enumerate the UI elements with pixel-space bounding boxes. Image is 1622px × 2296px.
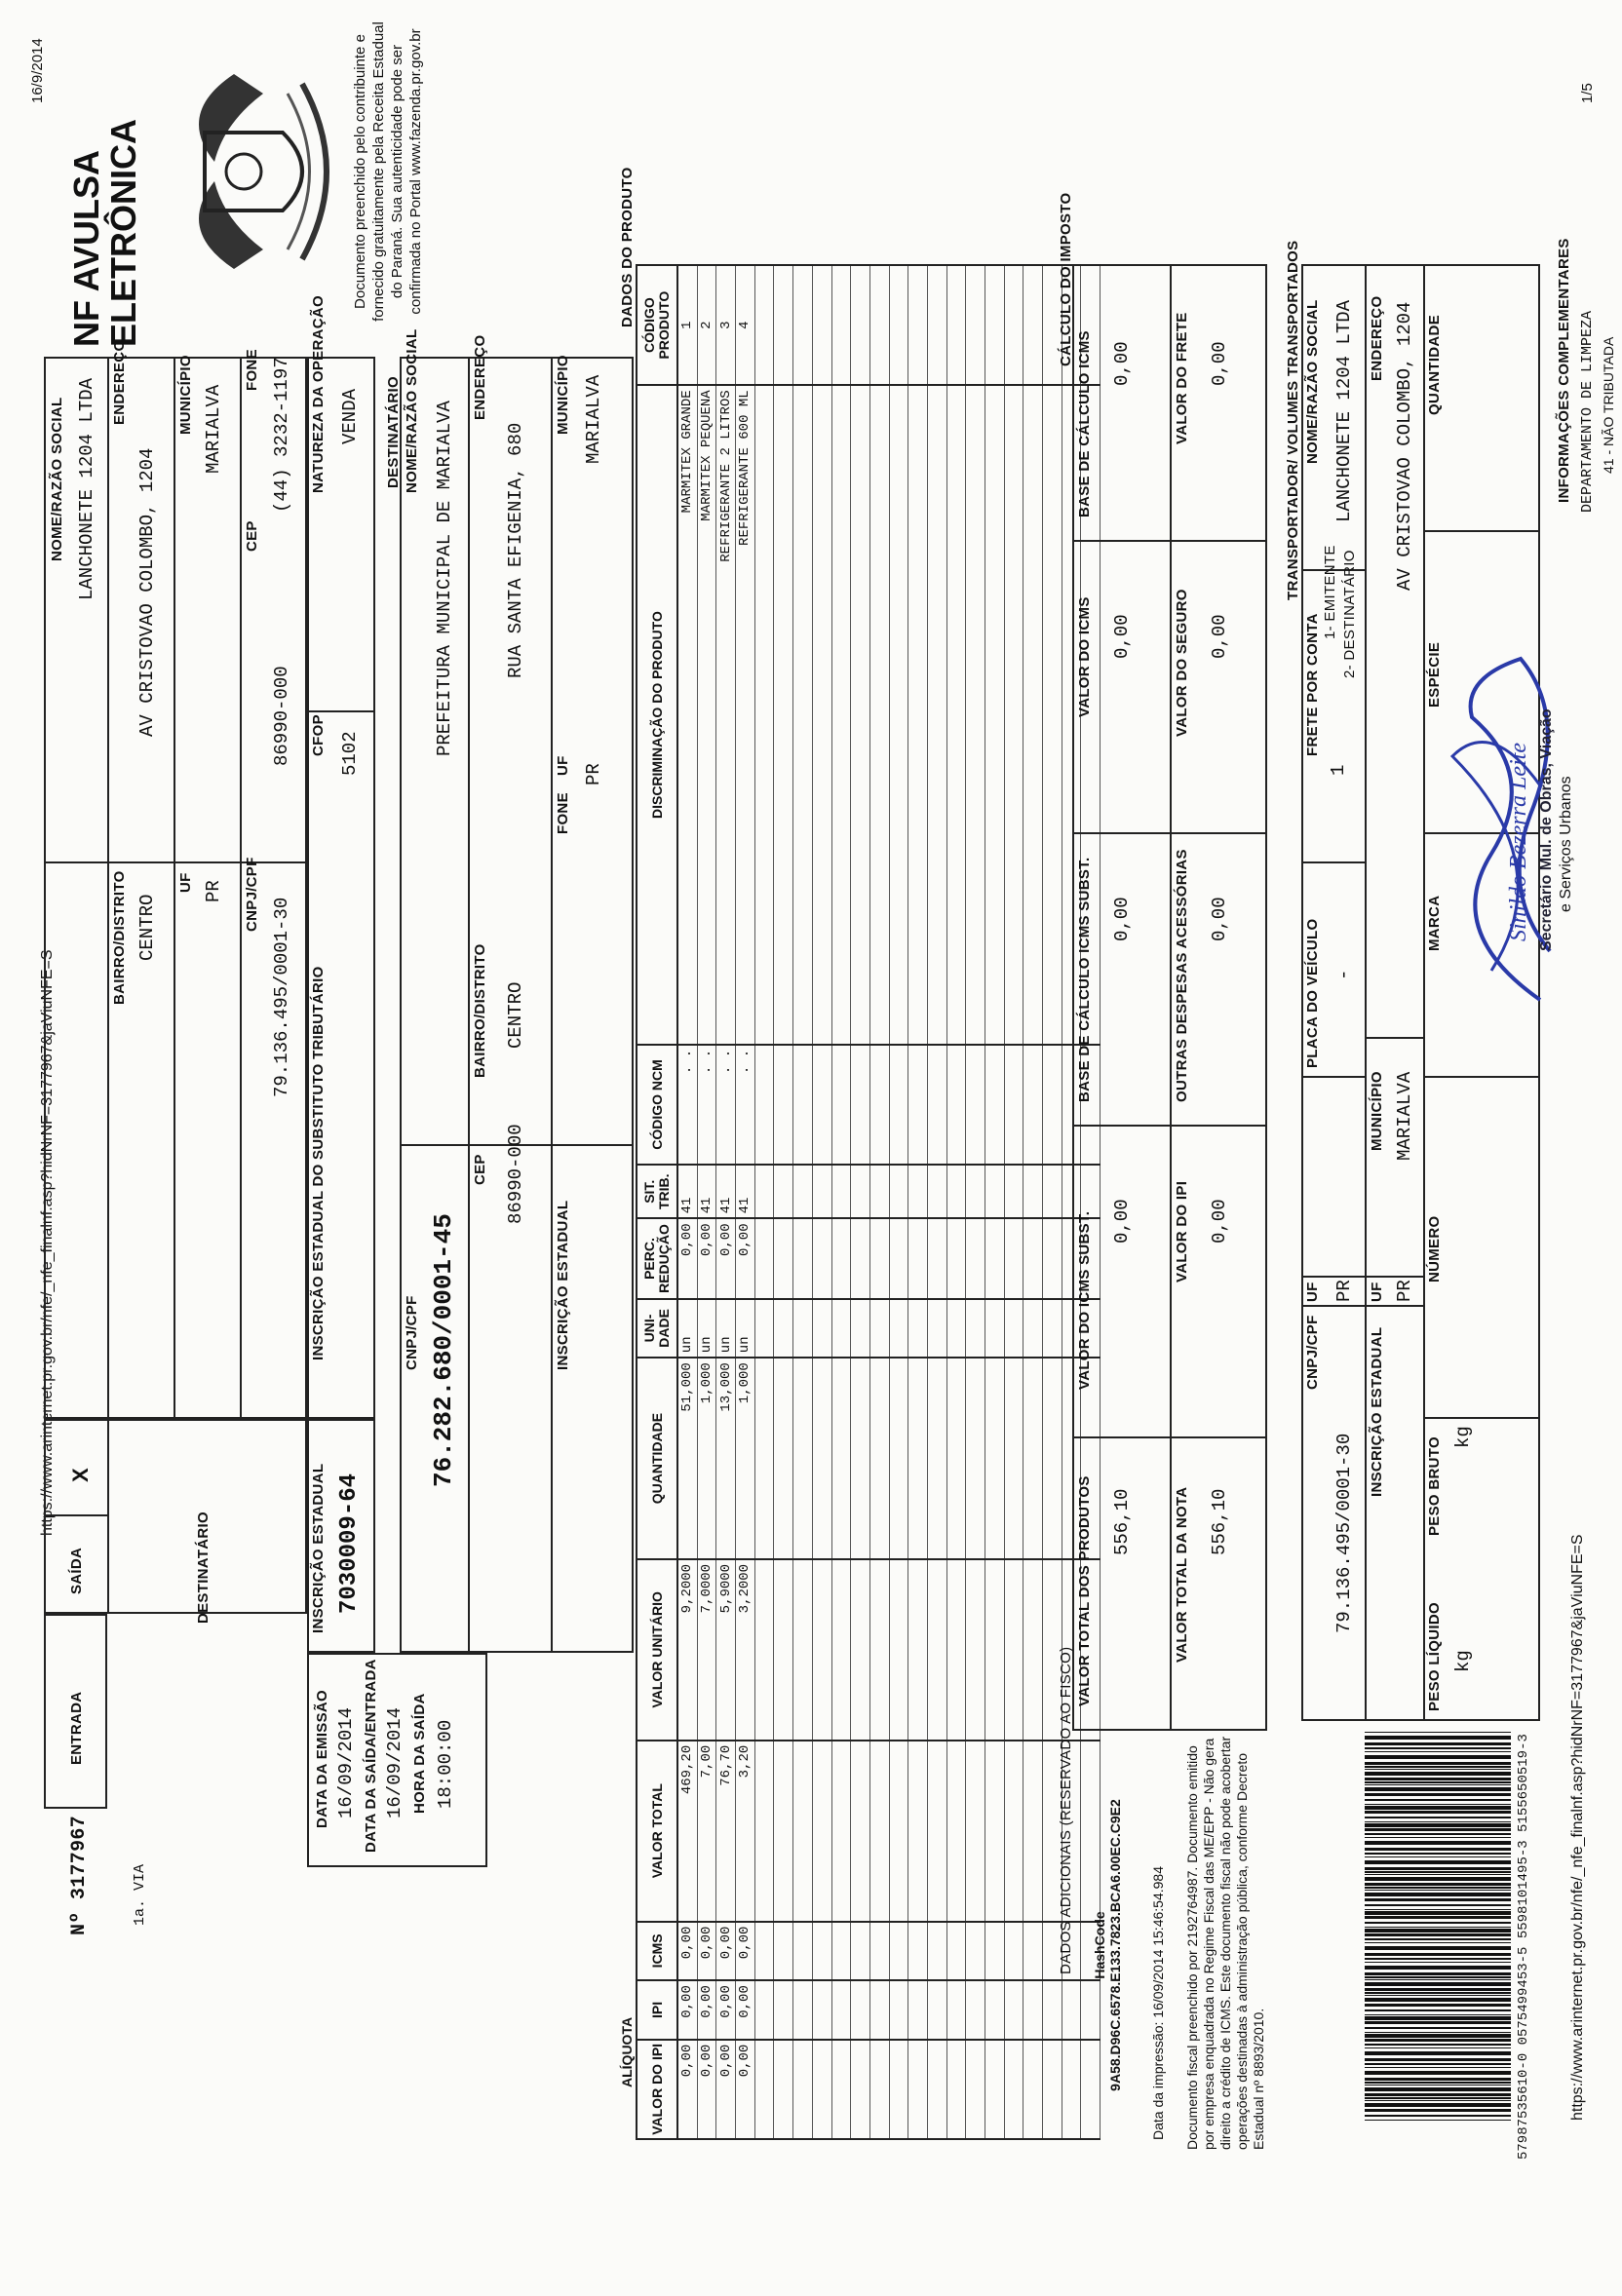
emitente-endereco-label: ENDEREÇO — [111, 339, 128, 425]
transp-municipio: MARIALVA — [1394, 1071, 1415, 1161]
cell-ncm: . . — [736, 1045, 755, 1165]
cell-perc: 0,00 — [677, 1218, 697, 1298]
cfop-label: CFOP — [310, 714, 327, 756]
dest-cep-label: CEP — [472, 1154, 488, 1185]
dest-nome-label: NOME/RAZÃO SOCIAL — [404, 328, 420, 493]
cell-uni: un — [716, 1299, 736, 1358]
ipi-total: 0,00 — [1209, 1199, 1230, 1244]
base-subst-label: BASE DE CÁLCULO ICMS SUBST. — [1076, 857, 1093, 1102]
especie-label: ESPÉCIE — [1426, 641, 1443, 708]
quantidade-label: QUANTIDADE — [1426, 315, 1443, 415]
saida-data-value: 16/09/2014 — [384, 1706, 406, 1818]
cell-ipi: 0,00 — [697, 1980, 716, 2040]
transp-endereco-label: ENDEREÇO — [1369, 295, 1385, 381]
cell-icms: 0,00 — [697, 1922, 716, 1981]
info-line1: DEPARTAMENTO DE LIMPEZA — [1579, 310, 1596, 513]
nf-numero: Nº 3177967 — [68, 1815, 91, 1935]
emitente-uf: PR — [203, 880, 224, 902]
cell-ncm: . . — [716, 1045, 736, 1165]
col-qtd: QUANTIDADE — [637, 1358, 677, 1559]
transp-cnpj: 79.136.495/0001-30 — [1333, 1433, 1355, 1633]
hash-value: 9A58.D96C.6578.E133.7823.BCA6.00EC.C9E2 — [1107, 1799, 1123, 2091]
emitente-cnpj: 79.136.495/0001-30 — [271, 897, 292, 1097]
cell-vunit: 3,2000 — [736, 1559, 755, 1741]
cell-descricao: REFRIGERANTE 2 LITROS — [716, 385, 736, 1045]
cell-ipi: 0,00 — [677, 1980, 697, 2040]
dest-endereco-label: ENDEREÇO — [472, 334, 488, 420]
cell-qtd: 51,000 — [677, 1358, 697, 1559]
title-line2: ELETRÔNICA — [103, 119, 143, 347]
col-codigo: CÓDIGO PRODUTO — [637, 265, 677, 385]
col-ipi: IPI — [637, 1980, 677, 2040]
placa-value: - — [1333, 969, 1355, 980]
destinatario-section: DESTINATÁRIO — [385, 376, 402, 488]
valor-icms-label: VALOR DO ICMS — [1076, 596, 1093, 717]
dest-uf: PR — [583, 763, 604, 785]
seguro-value: 0,00 — [1209, 614, 1230, 659]
base-icms: 0,00 — [1111, 341, 1133, 386]
hora-value: 18:00:00 — [435, 1719, 456, 1809]
ipi-total-label: VALOR DO IPI — [1174, 1180, 1190, 1282]
col-sit: SIT. TRIB. — [637, 1165, 677, 1218]
cell-vunit: 9,2000 — [677, 1559, 697, 1741]
transp-uf2-label: UF — [1369, 1282, 1385, 1302]
cell-qtd: 1,000 — [697, 1358, 716, 1559]
cell-codigo: 1 — [677, 265, 697, 385]
cell-ipi: 0,00 — [716, 1980, 736, 2040]
dest-ie-label: INSCRIÇÃO ESTADUAL — [555, 1200, 571, 1370]
cell-codigo: 3 — [716, 265, 736, 385]
dest-cep: 86990-000 — [505, 1124, 526, 1224]
emitente-municipio: MARIALVA — [203, 384, 224, 474]
entrada-label: ENTRADA — [68, 1691, 85, 1765]
hora-label: HORA DA SAÍDA — [411, 1693, 428, 1814]
emitente-cnpj-label: CNPJ/CPF — [244, 857, 260, 932]
col-vunit: VALOR UNITÁRIO — [637, 1559, 677, 1741]
peso-liquido-label: PESO LÍQUIDO — [1426, 1602, 1443, 1711]
dest-municipio-label: MUNICÍPIO — [555, 355, 571, 435]
placa-label: PLACA DO VEÍCULO — [1304, 918, 1321, 1068]
crest-note: Documento preenchido pelo contribuinte e fornecido gratuitamente pela Receita Estadual do Paraná. Sua autenticidade pode ser confirmada no Portal www.fazenda.pr.gov.br — [352, 21, 424, 322]
cell-descricao: MARMITEX GRANDE — [677, 385, 697, 1045]
transp-cnpj-label: CNPJ/CPF — [1304, 1315, 1321, 1390]
adicionais-text: Documento fiscal preenchido por 2192764987. Documento emitido por empresa enquadrada no Regime Fiscal das ME/EPP - Não gera direito a crédito de ICMS. Este documento fiscal não pode acobertar operações destinadas à administração pública, conforme Decreto Estadual nº 8893/2010. — [1184, 1736, 1266, 2150]
aliquota-label: ALÍQUOTA — [619, 2016, 635, 2087]
natureza-value: VENDA — [339, 388, 361, 444]
numero-label: NÚMERO — [1426, 1215, 1443, 1282]
cell-sit: 41 — [677, 1165, 697, 1218]
emitente-cep-label: CEP — [244, 520, 260, 552]
cell-vipi: 0,00 — [677, 2040, 697, 2139]
signature-name: Sinildo Bezerra Leite — [1506, 743, 1531, 941]
transp-uf-label: UF — [1304, 1282, 1321, 1302]
peso-bruto-label: PESO BRUTO — [1426, 1436, 1443, 1536]
signature-dept: e Serviços Urbanos — [1558, 776, 1574, 912]
emitente-nome-label: NOME/RAZÃO SOCIAL — [49, 397, 65, 561]
cell-qtd: 1,000 — [736, 1358, 755, 1559]
transp-nome: LANCHONETE 1204 LTDA — [1333, 299, 1355, 522]
dest-endereco: RUA SANTA EFIGENIA, 680 — [505, 422, 526, 678]
frete-value: 0,00 — [1209, 341, 1230, 386]
saida-label: SAÍDA — [68, 1547, 85, 1594]
cell-codigo: 4 — [736, 265, 755, 385]
transp-nome-label: NOME/RAZÃO SOCIAL — [1304, 299, 1321, 464]
base-subst: 0,00 — [1111, 897, 1133, 941]
saida-mark: X — [68, 1468, 93, 1482]
page-number: 1/5 — [1579, 83, 1596, 103]
frete-opt1: 1- EMITENTE — [1322, 545, 1338, 639]
transp-municipio-label: MUNICÍPIO — [1369, 1071, 1385, 1151]
destinatario-copy-label: DESTINATÁRIO — [195, 1512, 212, 1624]
marca-label: MARCA — [1426, 895, 1443, 951]
transp-uf2: PR — [1394, 1280, 1415, 1302]
cell-perc: 0,00 — [697, 1218, 716, 1298]
saida-data-label: DATA DA SAÍDA/ENTRADA — [363, 1659, 379, 1853]
cell-vtotal: 3,20 — [736, 1741, 755, 1922]
emitente-fone-label: FONE — [244, 349, 260, 391]
natureza-label: NATUREZA DA OPERAÇÃO — [310, 295, 327, 493]
transporte-section: TRANSPORTADOR/ VOLUMES TRANSPORTADOS — [1285, 240, 1301, 600]
print-url-top[interactable]: https://www.arinternet.pr.gov.br/nfe/_nfe_finalnf.asp?hidNrNF=3177967&jaViuNFE=S — [39, 949, 56, 1536]
peso-liquido-value: kg — [1452, 1650, 1474, 1672]
adicionais-label: DADOS ADICIONAIS (RESERVADO AO FISCO) — [1058, 1646, 1074, 1974]
transp-ie-label: INSCRIÇÃO ESTADUAL — [1369, 1326, 1385, 1497]
emitente-municipio-label: MUNICÍPIO — [177, 355, 194, 435]
ie-label: INSCRIÇÃO ESTADUAL — [310, 1463, 327, 1633]
cell-ncm: . . — [697, 1045, 716, 1165]
emitente-uf-label: UF — [177, 872, 194, 893]
cell-vtotal: 76,70 — [716, 1741, 736, 1922]
dest-fone-label: FONE — [555, 792, 571, 834]
cell-vunit: 5,9000 — [716, 1559, 736, 1741]
print-date: 16/9/2014 — [29, 38, 46, 103]
transp-uf: PR — [1333, 1280, 1355, 1302]
outras-label: OUTRAS DESPESAS ACESSÓRIAS — [1174, 849, 1190, 1102]
cell-ncm: . . — [677, 1045, 697, 1165]
total-produtos: 556,10 — [1111, 1488, 1133, 1555]
dest-municipio: MARIALVA — [583, 374, 604, 464]
emissao-label: DATA DA EMISSÃO — [314, 1690, 330, 1828]
cell-ipi: 0,00 — [736, 1980, 755, 2040]
col-ncm: CÓDIGO NCM — [637, 1045, 677, 1165]
total-nota-label: VALOR TOTAL DA NOTA — [1174, 1486, 1190, 1663]
frete-conta-label: FRETE POR CONTA — [1304, 613, 1321, 756]
cell-codigo: 2 — [697, 265, 716, 385]
cell-vipi: 0,00 — [697, 2040, 716, 2139]
dest-cnpj-label: CNPJ/CPF — [404, 1295, 420, 1370]
emissao-value: 16/09/2014 — [335, 1706, 357, 1818]
dest-bairro-label: BAIRRO/DISTRITO — [472, 943, 488, 1078]
ie-value: 7030009-64 — [336, 1473, 363, 1614]
valor-subst-label: VALOR DO ICMS SUBST. — [1076, 1210, 1093, 1390]
cfop-value: 5102 — [339, 731, 361, 776]
cell-descricao: MARMITEX PEQUENA — [697, 385, 716, 1045]
col-vtotal: VALOR TOTAL — [637, 1741, 677, 1922]
seguro-label: VALOR DO SEGURO — [1174, 589, 1190, 737]
base-icms-label: BASE DE CÁLCULO ICMS — [1076, 330, 1093, 517]
col-descricao: DISCRIMINAÇÃO DO PRODUTO — [637, 385, 677, 1045]
emitente-bairro: CENTRO — [136, 894, 158, 961]
col-perc: PERC. REDUÇÃO — [637, 1218, 677, 1298]
valor-icms: 0,00 — [1111, 614, 1133, 659]
emitente-cep: 86990-000 — [271, 666, 292, 766]
cell-uni: un — [697, 1299, 716, 1358]
cell-descricao: REFRIGERANTE 600 ML — [736, 385, 755, 1045]
cell-uni: un — [736, 1299, 755, 1358]
cell-qtd: 13,000 — [716, 1358, 736, 1559]
info-complementares-label: INFORMAÇÕES COMPLEMENTARES — [1556, 238, 1572, 503]
cell-icms: 0,00 — [716, 1922, 736, 1981]
info-line2: 41 - NÃO TRIBUTADA — [1601, 336, 1616, 474]
frete-opt2: 2- DESTINATÁRIO — [1341, 550, 1358, 678]
via-label: 1a. VIA — [132, 1863, 148, 1926]
title-line1: NF AVULSA — [66, 150, 106, 347]
col-uni: UNI- DADE — [637, 1299, 677, 1358]
valor-subst: 0,00 — [1111, 1199, 1133, 1244]
cell-sit: 41 — [716, 1165, 736, 1218]
total-nota: 556,10 — [1209, 1488, 1230, 1555]
print-url-bottom[interactable]: https://www.arinternet.pr.gov.br/nfe/_nfe_finalnf.asp?hidNrNF=3177967&jaViuNFE=S — [1569, 1534, 1586, 2121]
hash-label: HashCode — [1092, 1911, 1107, 1979]
cell-icms: 0,00 — [736, 1922, 755, 1981]
emitente-nome: LANCHONETE 1204 LTDA — [76, 377, 97, 600]
peso-bruto-value: kg — [1452, 1426, 1474, 1448]
barcode-number: 57987535610-0 0575499453-5 5598101495-3 5155650519-3 — [1516, 1734, 1531, 2160]
cell-vtotal: 7,00 — [697, 1741, 716, 1922]
cell-icms: 0,00 — [677, 1922, 697, 1981]
cell-perc: 0,00 — [736, 1218, 755, 1298]
produtos-section: DADOS DO PRODUTO — [619, 167, 636, 327]
cell-vipi: 0,00 — [716, 2040, 736, 2139]
col-vipi: VALOR DO IPI — [637, 2040, 677, 2139]
cell-perc: 0,00 — [716, 1218, 736, 1298]
dest-nome: PREFEITURA MUNICIPAL DE MARIALVA — [434, 401, 455, 756]
cell-vipi: 0,00 — [736, 2040, 755, 2139]
ie-subst-label: INSCRIÇÃO ESTADUAL DO SUBSTITUTO TRIBUTÁRIO — [310, 966, 327, 1360]
dest-bairro: CENTRO — [505, 981, 526, 1049]
cell-sit: 41 — [697, 1165, 716, 1218]
signature-title: Secretário Mul. de Obras, Viação — [1538, 708, 1555, 951]
imposto-section: CÁLCULO DO IMPOSTO — [1058, 192, 1074, 366]
cell-vtotal: 469,20 — [677, 1741, 697, 1922]
outras-value: 0,00 — [1209, 897, 1230, 941]
emitente-bairro-label: BAIRRO/DISTRITO — [111, 870, 128, 1005]
cell-uni: un — [677, 1299, 697, 1358]
emitente-endereco: AV CRISTOVAO COLOMBO, 1204 — [136, 447, 158, 737]
cell-sit: 41 — [736, 1165, 755, 1218]
emitente-fone: (44) 3232-1197 — [271, 357, 292, 513]
col-icms: ICMS — [637, 1922, 677, 1981]
cell-vunit: 7,0000 — [697, 1559, 716, 1741]
frete-label: VALOR DO FRETE — [1174, 312, 1190, 444]
dest-cnpj: 76.282.680/0001-45 — [429, 1213, 458, 1487]
impressao-date: Data da impressão: 16/09/2014 15:46:54.984 — [1150, 1866, 1166, 2140]
frete-conta-value: 1 — [1328, 764, 1349, 776]
dest-uf-label: UF — [555, 755, 571, 776]
total-produtos-label: VALOR TOTAL DOS PRODUTOS — [1076, 1475, 1093, 1706]
transp-endereco: AV CRISTOVAO COLOMBO, 1204 — [1394, 301, 1415, 591]
